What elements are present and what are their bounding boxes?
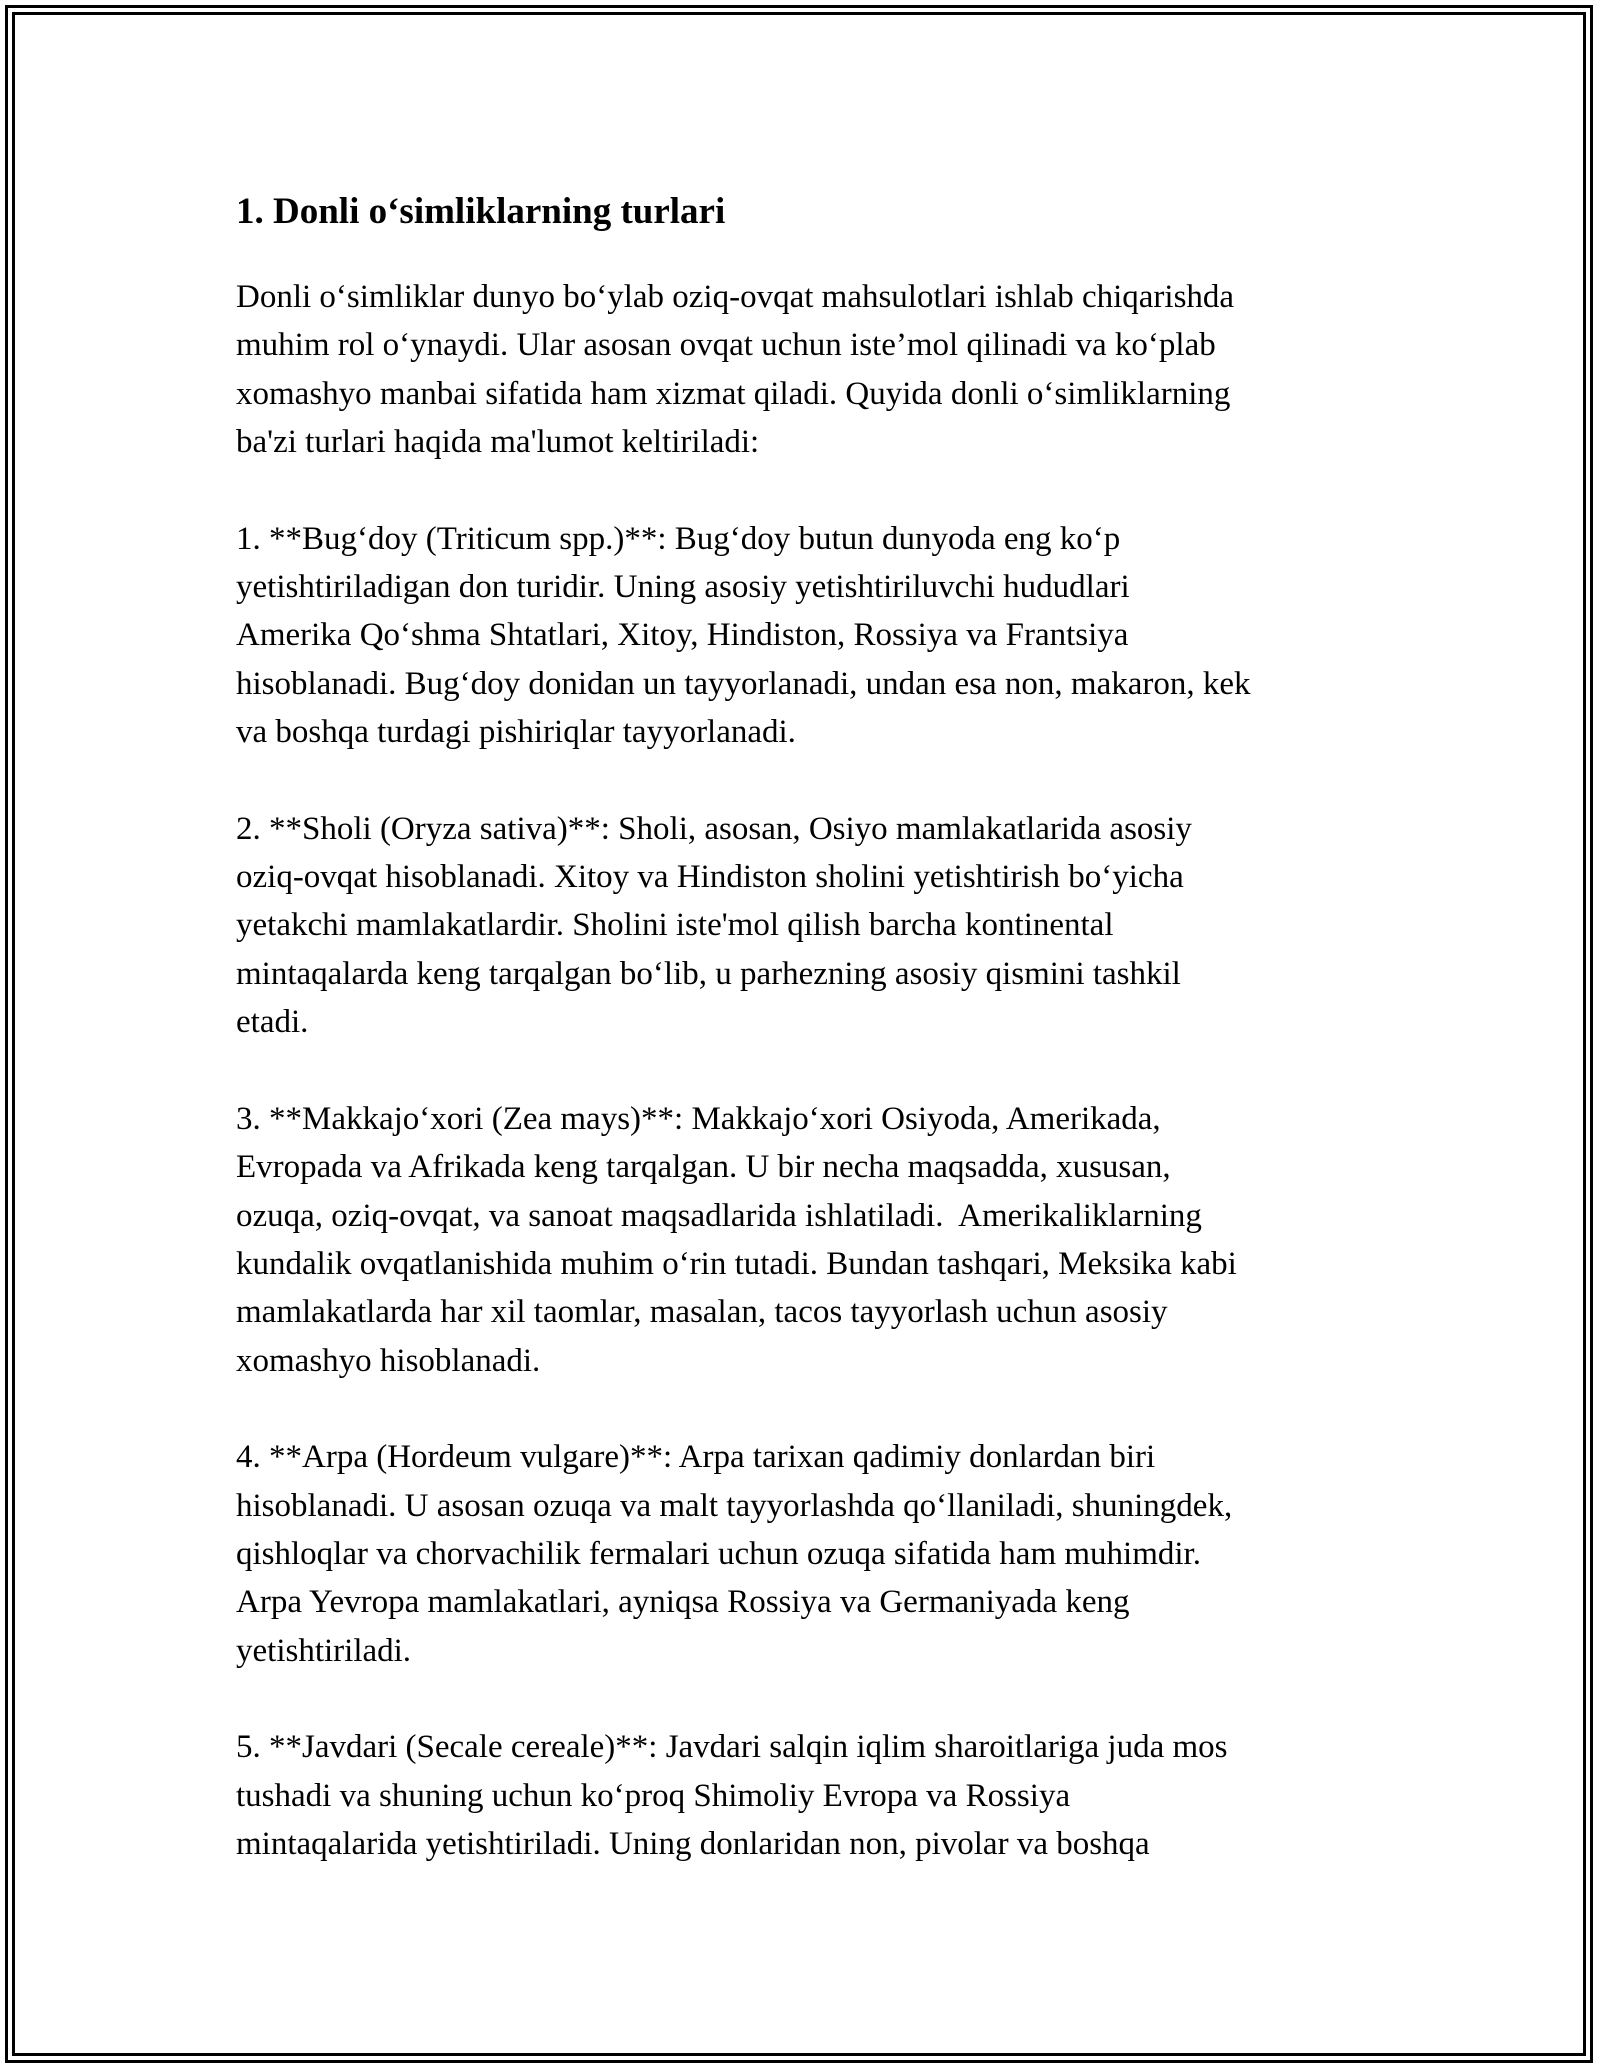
paragraph-line: yetishtiriladigan don turidir. Uning asosiy yetishtiriluvchi hududlari	[236, 569, 1130, 606]
paragraph-line: Arpa Yevropa mamlakatlari, ayniqsa Rossiya va Germaniyada keng	[236, 1584, 1130, 1621]
paragraph-line: yetishtiriladi.	[236, 1632, 412, 1669]
paragraph-line: kundalik ovqatlanishida muhim o‘rin tutadi. Bundan tashqari, Meksika kabi	[236, 1245, 1237, 1282]
intro-paragraph	[236, 273, 1376, 467]
paragraph-line: hisoblanadi. U asosan ozuqa va malt tayyorlashda qo‘llaniladi, shuningdek,	[236, 1487, 1233, 1524]
paragraph-line: Donli o‘simliklar dunyo bo‘ylab oziq-ovqat mahsulotlari ishlab chiqarishda	[236, 279, 1235, 315]
paragraph-line: mamlakatlarda har xil taomlar, masalan, tacos tayyorlash uchun asosiy	[236, 1294, 1168, 1331]
paragraph-line: xomashyo manbai sifatida ham xizmat qiladi. Quyida donli o‘simliklarning	[236, 375, 1231, 412]
paragraph-line: ba'zi turlari haqida ma'lumot keltiriladi:	[236, 424, 760, 461]
rye-paragraph	[236, 1723, 1376, 1868]
paragraph-line: Amerika Qo‘shma Shtatlari, Xitoy, Hindiston, Rossiya va Frantsiya	[236, 617, 1129, 654]
paragraph-line: Evropada va Afrikada keng tarqalgan. U bir necha maqsadda, xususan,	[236, 1149, 1171, 1186]
paragraph-line: mintaqalarda keng tarqalgan bo‘lib, u parhezning asosiy qismini tashkil	[236, 955, 1181, 992]
paragraph-line: 3. **Makkajo‘xori (Zea mays)**: Makkajo‘xori Osiyoda, Amerikada,	[236, 1100, 1161, 1137]
paragraph-line: 5. **Javdari (Secale cereale)**: Javdari salqin iqlim sharoitlariga juda mos	[236, 1729, 1228, 1766]
paragraph-line: muhim rol o‘ynaydi. Ular asosan ovqat uchun iste’mol qilinadi va ko‘plab	[236, 327, 1216, 364]
paragraph-line: qishloqlar va chorvachilik fermalari uchun ozuqa sifatida ham muhimdir.	[236, 1535, 1201, 1572]
barley-paragraph	[236, 1433, 1376, 1675]
paragraph-line: etadi.	[236, 1004, 309, 1041]
paragraph-line: hisoblanadi. Bug‘doy donidan un tayyorlanadi, undan esa non, makaron, kek	[236, 665, 1251, 702]
paragraph-line: va boshqa turdagi pishiriqlar tayyorlanadi.	[236, 714, 796, 751]
document-body	[236, 185, 1376, 1916]
paragraph-line: 2. **Sholi (Oryza sativa)**: Sholi, asosan, Osiyo mamlakatlarida asosiy	[236, 810, 1192, 847]
paragraph-line: yetakchi mamlakatlardir. Sholini iste'mol qilish barcha kontinental	[236, 907, 1114, 944]
section-heading: 1. Donli o‘simliklarning turlari	[236, 191, 726, 232]
paragraph-line: oziq-ovqat hisoblanadi. Xitoy va Hindiston sholini yetishtirish bo‘yicha	[236, 859, 1184, 896]
paragraph-line: xomashyo hisoblanadi.	[236, 1342, 541, 1379]
corn-paragraph	[236, 1095, 1376, 1385]
paragraph-line: 4. **Arpa (Hordeum vulgare)**: Arpa tarixan qadimiy donlardan biri	[236, 1439, 1156, 1476]
rice-paragraph	[236, 805, 1376, 1047]
wheat-paragraph	[236, 515, 1376, 757]
paragraph-line: mintaqalarida yetishtiriladi. Uning donlaridan non, pivolar va boshqa	[236, 1825, 1150, 1862]
paragraph-line: 1. **Bug‘doy (Triticum spp.)**: Bug‘doy butun dunyoda eng ko‘p	[236, 520, 1121, 557]
paragraph-line: tushadi va shuning uchun ko‘proq Shimoliy Evropa va Rossiya	[236, 1777, 1071, 1814]
paragraph-line: ozuqa, oziq-ovqat, va sanoat maqsadlarida ishlatiladi. Amerikaliklarning	[236, 1197, 1202, 1234]
